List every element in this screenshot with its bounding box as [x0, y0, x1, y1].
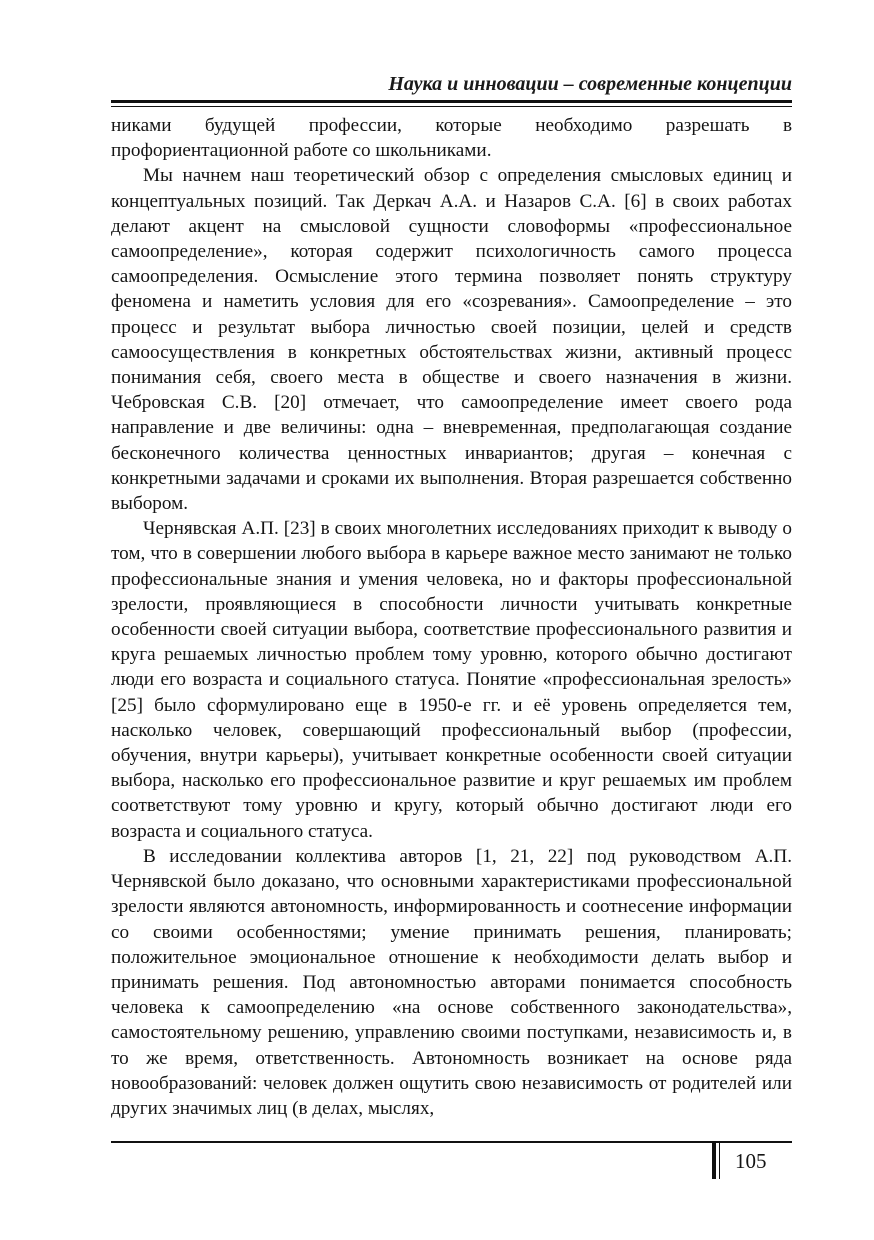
header-rule-thick	[111, 100, 792, 103]
footer-rule	[111, 1141, 792, 1143]
page-number: 105	[735, 1149, 767, 1173]
header-rule-thin	[111, 106, 792, 107]
paragraph: В исследовании коллектива авторов [1, 21, 22] под руководством А.П. Чернявской было доказано, что основными характеристиками профессиональной зрелости являются автономность, информированность и соотнесение информации со своими особенностями; умение принимать решения, планировать; положительное эмоциональное отношение к необходимости делать выбор и принимать решения. Под автономностью авторами понимается способность человека к самоопределению «на основе собственного законодательства», самостоятельному решению, управлению своими поступками, независимость и, в то же время, ответственность. Автономность возникает на основе ряда новообразований: человек должен ощутить свою независимость от родителей или других значимых лиц (в делах, мыслях,	[111, 845, 792, 1119]
header-title: Наука и инновации – современные концепции	[388, 73, 792, 95]
paragraph-continuation: никами будущей профессии, которые необходимо разрешать в профориентационной работе со школьниками.	[111, 115, 792, 162]
footer-divider-thin	[719, 1143, 720, 1179]
article-body	[111, 113, 792, 1121]
paragraph: Мы начнем наш теоретический обзор с определения смысловых единиц и концептуальных позиций. Так Деркач А.А. и Назаров С.А. [6] в своих работах делают акцент на смысловой сущности словоформы «профессиональное самоопределение», которая содержит психологичность самого процесса самоопределения. Осмысление этого термина позволяет понять структуру феномена и наметить условия для его «созревания». Самоопределение – это процесс и результат выбора личностью своей позиции, целей и средств самоосуществления в конкретных обстоятельствах жизни, активный процесс понимания себя, своего места в обществе и своего назначения в жизни. Чебровская С.В. [20] отмечает, что самоопределение имеет своего рода направление и две величины: одна – вневременная, предполагающая создание бесконечного количества ценностных инвариантов; другая – конечная с конкретными задачами и сроками их выполнения. Вторая разрешается собственно выбором.	[111, 165, 792, 515]
footer-divider-thick	[712, 1143, 716, 1179]
paragraph: Чернявская А.П. [23] в своих многолетних исследованиях приходит к выводу о том, что в совершении любого выбора в карьере важное место занимают не только профессиональные знания и умения человека, но и факторы профессиональной зрелости, проявляющиеся в способности личности учитывать конкретные особенности своей ситуации выбора, соответствие профессионального развития и круга решаемых личностью проблем тому уровню, которого обычно достигают люди его возраста и социального статуса. Понятие «профессиональная зрелость» [25] было сформулировано еще в 1950-е гг. и её уровень определяется тем, насколько человек, совершающий профессиональный выбор (профессии, обучения, внутри карьеры), учитывает конкретные особенности своей ситуации выбора, насколько его профессиональное развитие и круг решаемых им проблем соответствуют тому уровню и кругу, который обычно достигают люди его возраста и социального статуса.	[111, 518, 792, 842]
